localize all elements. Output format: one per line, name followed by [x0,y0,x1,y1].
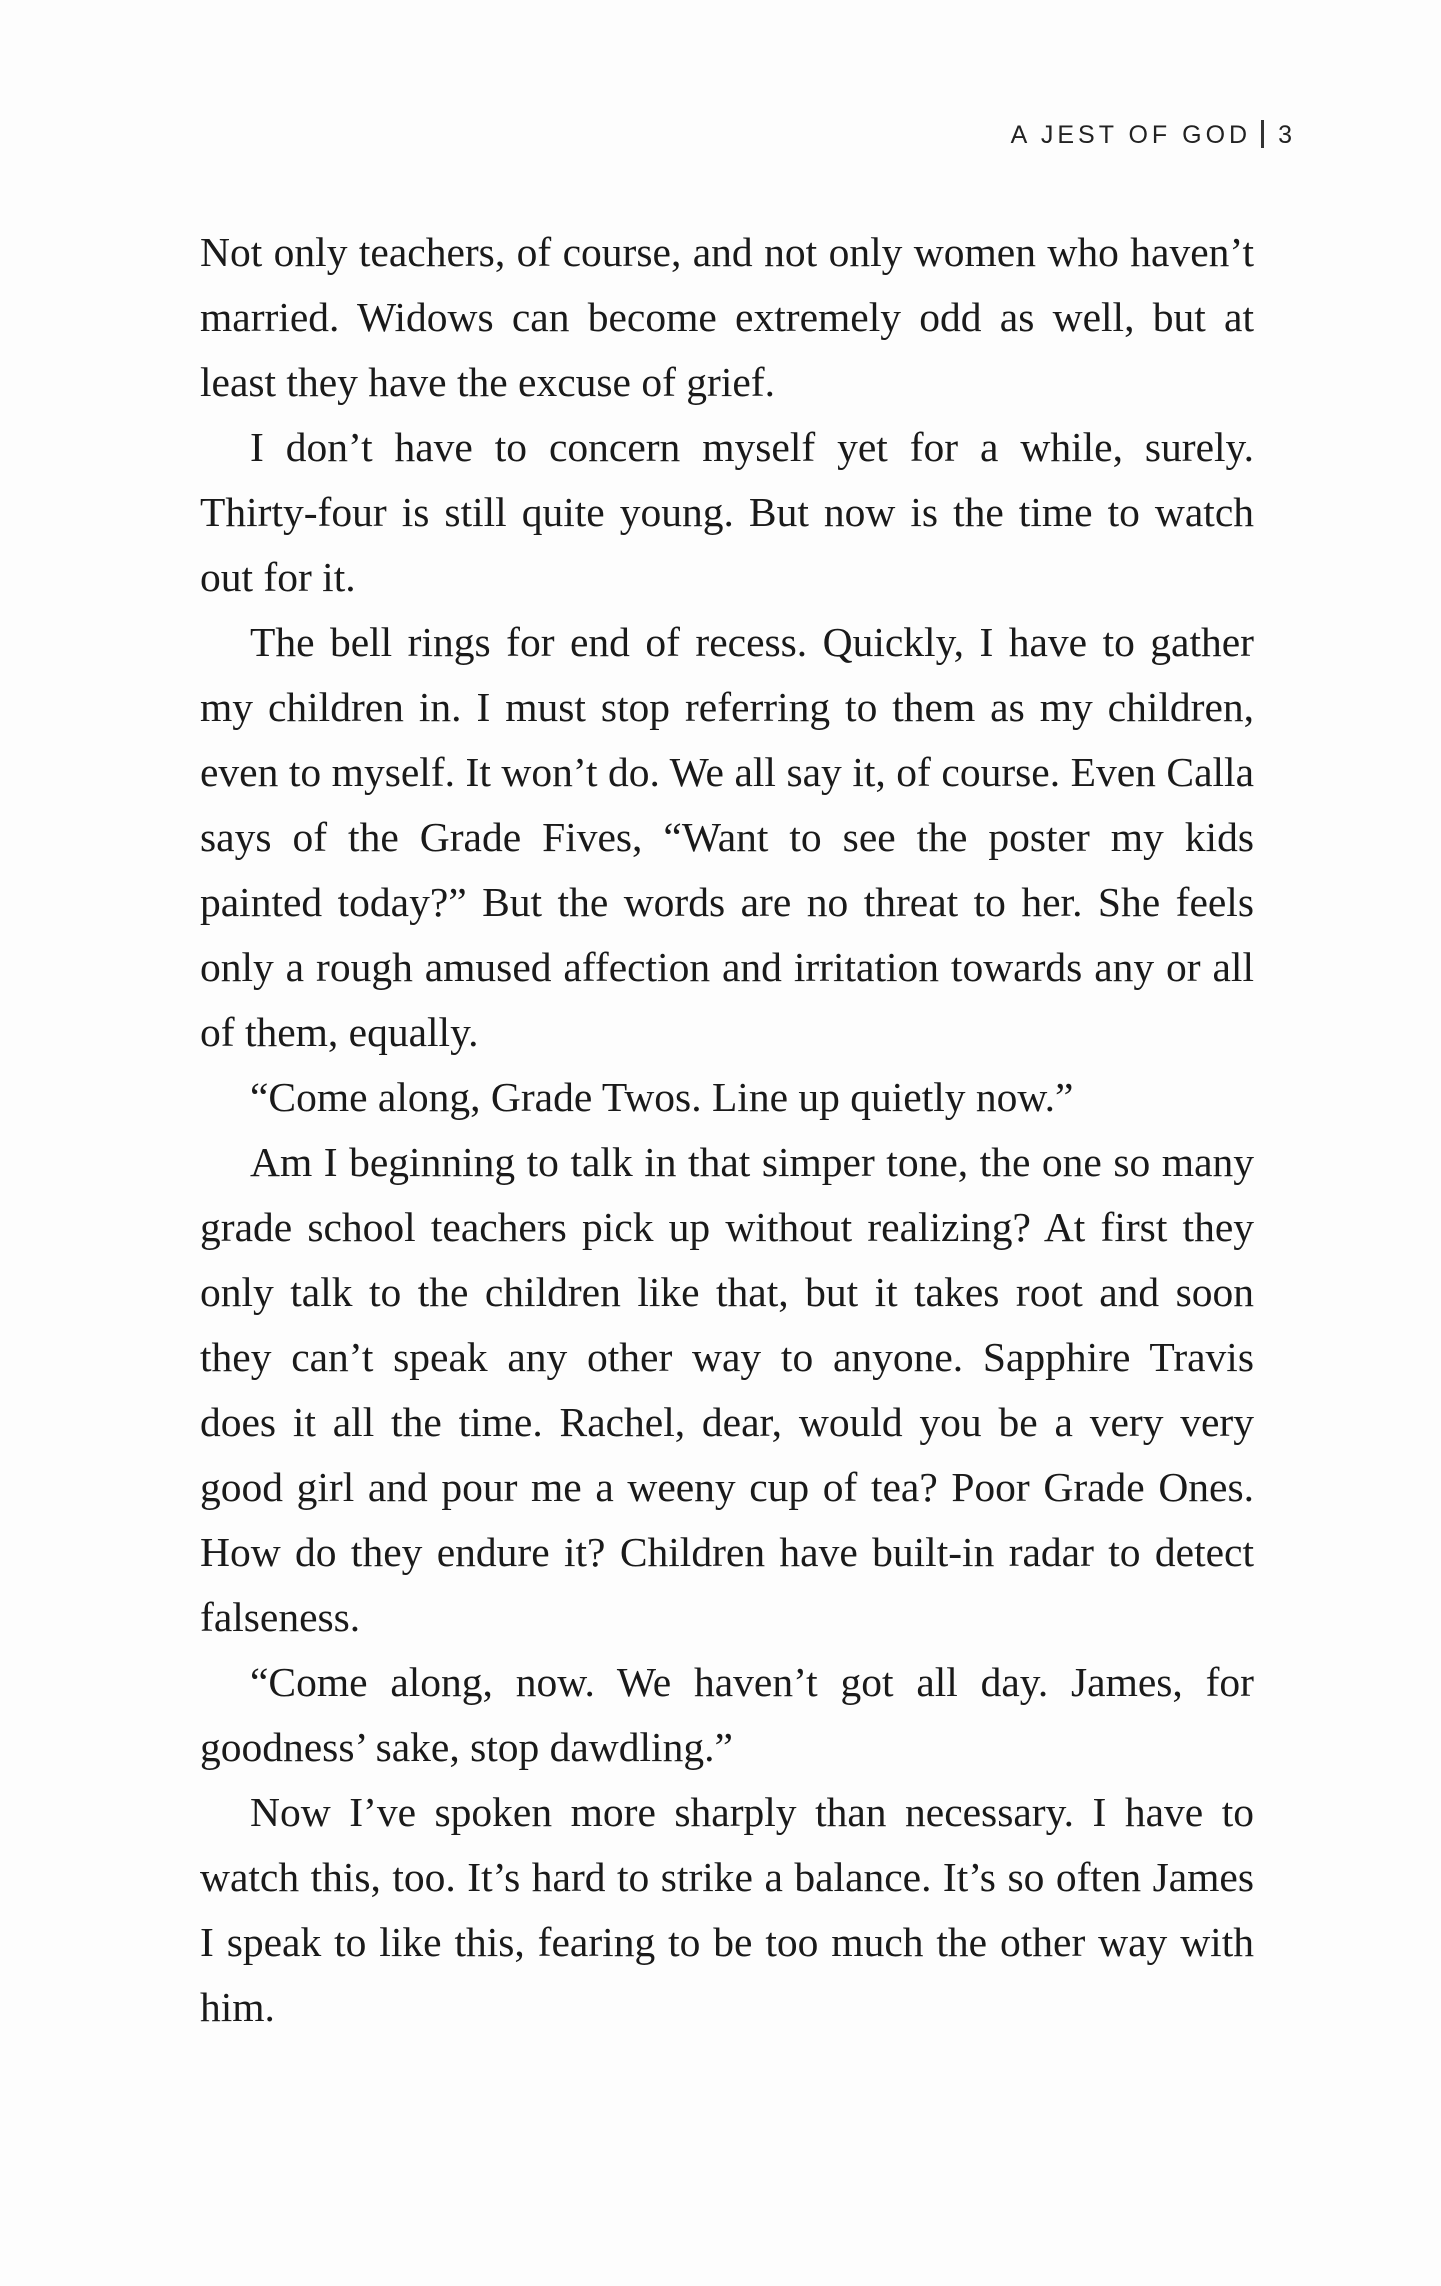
paragraph-6: “Come along, now. We haven’t got all day. James, for goodness’ sake, stop dawdling.” [200,1659,1254,1770]
paragraph-1: Not only teachers, of course, and not only women who haven’t married. Widows can become extremely odd as well, but at least they have the excuse of grief. [200,229,1254,405]
running-title: A JEST OF GOD [1010,121,1252,149]
paragraph-3: The bell rings for end of recess. Quickly, I have to gather my children in. I must stop referring to them as my children, even to myself. It won’t do. We all say it, of course. Even Calla says of the Grade Fives, “Want to see the poster my kids painted today?” But the words are no threat to her. She feels only a rough amused affection and irritation towards any or all of them, equally. [200,619,1254,1055]
paragraph-7: Now I’ve spoken more sharply than necessary. I have to watch this, too. It’s hard to strike a balance. It’s so often James I speak to like this, fearing to be too much the other way with him. [200,1789,1254,2030]
header-separator [1261,120,1264,148]
page-number: 3 [1278,121,1296,149]
body-text [200,220,1254,2040]
running-head [1011,120,1296,150]
paragraph-4: “Come along, Grade Twos. Line up quietly now.” [250,1074,1074,1120]
paragraph-2: I don’t have to concern myself yet for a while, surely. Thirty-four is still quite young. But now is the time to watch out for it. [200,424,1254,600]
paragraph-5: Am I beginning to talk in that simper tone, the one so many grade school teachers pick up without realizing? At first they only talk to the children like that, but it takes root and soon they can’t speak any other way to anyone. Sapphire Travis does it all the time. Rachel, dear, would you be a very very good girl and pour me a weeny cup of tea? Poor Grade Ones. How do they endure it? Children have built-in radar to detect falseness. [200,1139,1254,1640]
